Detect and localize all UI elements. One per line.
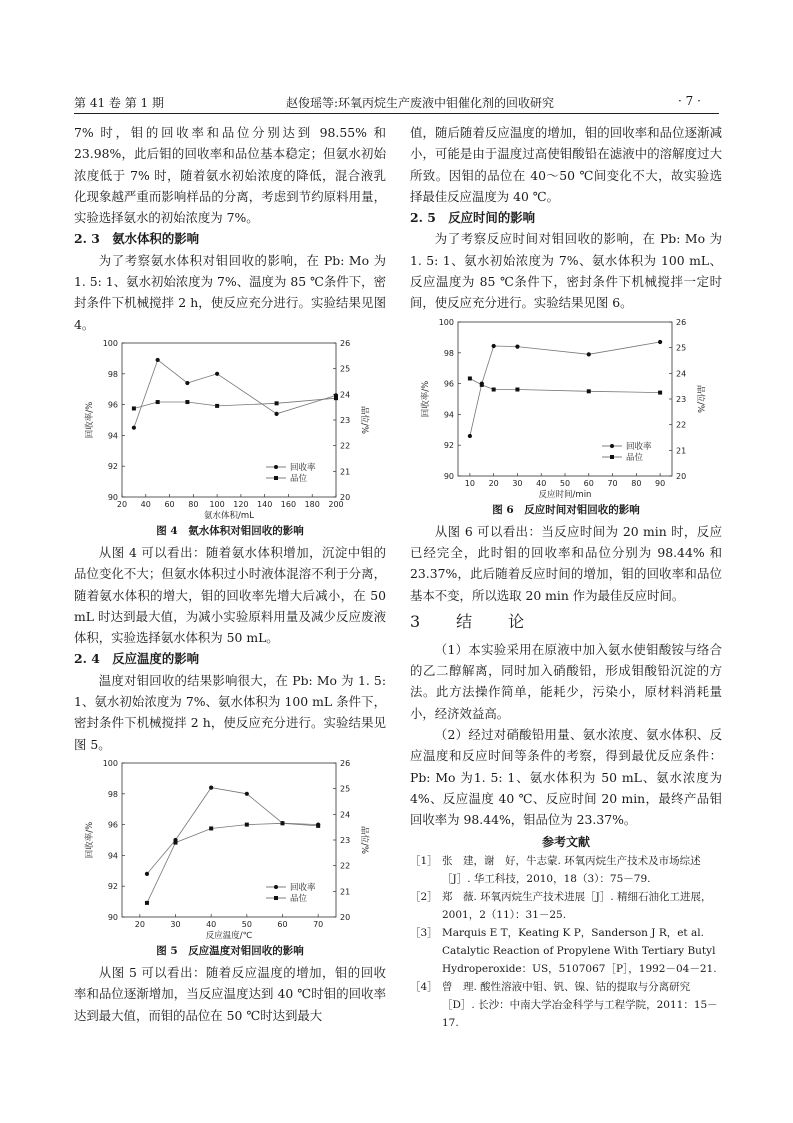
data-point-recovery xyxy=(274,412,278,416)
conclusion-2: （2）经过对硝酸铅用量、氨水浓度、氨水体积、反应温度和反应时间等条件的考察，得到最优反应条件：Pb: Mo 为1. 5: 1、氨水体积为 50 mL、氨水浓度为 4%、反应温度 40 ℃、反应时间 20 min，最终产品钼回收率为 98.44%，钼品位为 23.37%。 xyxy=(410,727,722,828)
data-point-recovery xyxy=(515,344,519,348)
y-tick-label: 96 xyxy=(443,379,454,389)
y-tick-label: 90 xyxy=(107,492,118,502)
reference-number: ［4］ xyxy=(410,980,438,993)
data-point-grade xyxy=(215,404,219,408)
y2-tick-label: 25 xyxy=(340,784,351,794)
data-point-recovery xyxy=(658,340,662,344)
data-point-grade xyxy=(468,376,472,380)
y2-tick-label: 23 xyxy=(340,415,351,425)
x-tick-label: 30 xyxy=(512,478,523,488)
data-point-grade xyxy=(132,406,136,410)
y-tick-label: 92 xyxy=(107,882,118,892)
y-tick-label: 90 xyxy=(443,471,454,481)
x-tick-label: 50 xyxy=(559,478,571,488)
x-tick-label: 80 xyxy=(631,478,642,488)
x-tick-label: 100 xyxy=(209,499,225,509)
reference-text: 张 建，谢 好，牛志蒙. 环氧丙烷生产技术及市场综述［J］. 华工科技，2010，18（3）：75－79. xyxy=(442,854,701,885)
reference-text: Marquis E T，Keating K P，Sanderson J R，et al. Catalytic Reaction of Propylene With Tertiary Butyl Hydroperoxide：US，5107067［P］，1992－04－21. xyxy=(442,926,717,975)
y2-axis-label: 品位/% xyxy=(359,405,369,434)
x-tick-label: 10 xyxy=(464,478,475,488)
data-point-grade xyxy=(281,821,285,825)
section-heading-3: 3 结 论 xyxy=(410,611,535,631)
y-axis-label: 回收率/% xyxy=(85,401,95,439)
section-heading-2-5: 2. 5 反应时间的影响 xyxy=(410,210,535,226)
legend-label: 品位 xyxy=(290,473,308,484)
data-point-grade xyxy=(658,390,662,394)
y2-axis-label: 品位/% xyxy=(359,825,369,854)
y2-tick-label: 24 xyxy=(340,810,351,820)
y2-tick-label: 24 xyxy=(340,390,351,400)
x-axis-label: 反应时间/min xyxy=(538,489,592,500)
references-heading: 参考文献 xyxy=(541,834,590,849)
legend-label: 品位 xyxy=(290,893,308,904)
y2-tick-label: 22 xyxy=(340,441,351,451)
x-tick-label: 40 xyxy=(206,919,217,929)
reference-text: 曾 理. 酸性溶液中钼、钒、镍、钴的提取与分离研究［D］. 长沙：中南大学冶金科学与工程学院，2011：15－17. xyxy=(442,980,718,1029)
paragraph: 从图 5 可以看出：随着反应温度的增加，钼的回收率和品位逐渐增加，当反应温度达到 40 ℃时钼的回收率达到最大值，而钼的品位在 50 ℃时达到最大 xyxy=(74,964,386,1023)
legend-marker xyxy=(610,455,614,459)
data-point-grade xyxy=(174,841,178,845)
data-point-grade xyxy=(480,383,484,387)
x-tick-label: 20 xyxy=(116,499,128,509)
x-tick-label: 140 xyxy=(257,499,273,509)
y-axis-label: 回收率/% xyxy=(421,380,431,417)
y2-tick-label: 22 xyxy=(676,420,687,430)
header-rule xyxy=(74,113,719,114)
series-line-2 xyxy=(134,398,336,408)
paragraph: 温度对钼回收的结果影响很大，在 Pb: Mo 为 1. 5: 1、氨水初始浓度为 7%、氨水体积为 100 mL 条件下，密封条件下机械搅拌 2 h，使反应充分进行。实验结果见图 5。 xyxy=(74,672,386,752)
paragraph: 7% 时，钼的回收率和品位分别达到 98.55% 和 23.98%，此后钼的回收率和品位基本稳定；但氨水初始浓度低于 7% 时，随着氨水初始浓度的降低，混合液乳化现象越严重而影响样品的分离，考虑到节约原料用量，实验选择氨水的初始浓度为 7%。 xyxy=(74,125,386,226)
series-line-1 xyxy=(470,342,660,436)
data-point-grade xyxy=(245,823,249,827)
data-point-grade xyxy=(145,901,149,905)
paragraph: 值，随后随着反应温度的增加，钼的回收率和品位逐渐减小，可能是由于温度过高使钼酸铅在滤液中的溶解度过大所致。因钼的品位在 40～50 ℃间变化不大，故实验选择最佳反应温度为 40 ℃。 xyxy=(410,125,722,204)
data-point-recovery xyxy=(185,381,189,385)
figure-5-caption: 图 5 反应温度对钼回收的影响 xyxy=(156,944,304,957)
reference-item xyxy=(410,888,722,924)
x-tick-label: 120 xyxy=(233,499,249,509)
data-point-grade xyxy=(185,400,189,404)
legend-marker xyxy=(274,896,278,900)
data-point-recovery xyxy=(468,434,472,438)
data-point-recovery xyxy=(209,785,213,789)
x-tick-label: 40 xyxy=(140,499,151,509)
data-point-grade xyxy=(334,396,338,400)
legend-label: 回收率 xyxy=(626,441,652,452)
y2-tick-label: 25 xyxy=(676,343,687,353)
y-tick-label: 96 xyxy=(107,820,118,830)
y2-tick-label: 26 xyxy=(340,758,351,768)
y2-tick-label: 22 xyxy=(340,861,351,871)
y2-tick-label: 20 xyxy=(340,492,351,502)
paragraph: 从图 6 可以看出：当反应时间为 20 min 时，反应已经完全，此时钼的回收率和品位分别为 98.44% 和 23.37%，此后随着反应时间的增加，钼的回收率和品位基本不变，所以选取 20 min 作为最佳反应时间。 xyxy=(410,523,722,603)
reference-list xyxy=(410,852,722,1032)
data-point-recovery xyxy=(587,352,591,356)
y2-tick-label: 23 xyxy=(676,394,687,404)
data-point-grade xyxy=(492,387,496,391)
data-point-recovery xyxy=(145,872,149,876)
x-tick-label: 70 xyxy=(607,478,618,488)
figure-6-caption: 图 6 反应时间对钼回收的影响 xyxy=(492,503,640,516)
conclusion-1: （1）本实验采用在原液中加入氨水使钼酸铵与络合的乙二醇解离，同时加入硝酸铅，形成钼酸铅沉淀的方法。此方法操作简单，能耗少，污染小，原材料消耗量小，经济效益高。 xyxy=(410,641,722,721)
y-tick-label: 92 xyxy=(107,462,118,472)
legend-label: 回收率 xyxy=(290,462,316,473)
figure-6-chart xyxy=(410,314,722,500)
x-tick-label: 160 xyxy=(280,499,297,509)
journal-issue: 第 41 卷 第 1 期 xyxy=(74,96,164,110)
legend-label: 品位 xyxy=(626,452,644,463)
series-line-2 xyxy=(470,378,660,392)
data-point-recovery xyxy=(132,426,136,430)
y-axis-label: 回收率/% xyxy=(85,821,95,859)
y-tick-label: 100 xyxy=(102,338,118,348)
x-tick-label: 200 xyxy=(328,499,344,509)
data-point-recovery xyxy=(215,372,219,376)
data-point-grade xyxy=(275,401,279,405)
right-column xyxy=(410,122,722,1032)
legend-marker xyxy=(274,465,278,469)
y2-tick-label: 21 xyxy=(340,467,351,477)
x-tick-label: 30 xyxy=(170,919,181,929)
y-tick-label: 90 xyxy=(107,912,118,922)
reference-item xyxy=(410,852,722,888)
left-column xyxy=(74,122,386,1026)
x-tick-label: 60 xyxy=(583,478,594,488)
y-tick-label: 100 xyxy=(438,317,454,327)
y2-tick-label: 21 xyxy=(676,446,687,456)
legend-marker xyxy=(274,885,278,889)
reference-item xyxy=(410,978,722,1032)
paragraph: 为了考察氨水体积对钼回收的影响，在 Pb: Mo 为1. 5: 1、氨水初始浓度为 7%、温度为 85 ℃条件下，密封条件下机械搅拌 2 h，使反应充分进行。实验结果见图 4。 xyxy=(74,252,386,332)
y-tick-label: 100 xyxy=(102,758,118,768)
x-axis-label: 反应温度/℃ xyxy=(205,930,253,941)
reference-number: ［2］ xyxy=(410,890,438,903)
x-tick-label: 70 xyxy=(313,919,324,929)
y-tick-label: 92 xyxy=(443,440,454,450)
page-number: · 7 · xyxy=(678,94,701,108)
legend-label: 回收率 xyxy=(290,882,316,893)
section-heading-2-4: 2. 4 反应温度的影响 xyxy=(74,651,199,667)
section-heading-2-3: 2. 3 氨水体积的影响 xyxy=(74,231,199,247)
data-point-grade xyxy=(515,387,519,391)
y-tick-label: 94 xyxy=(107,851,118,861)
x-tick-label: 40 xyxy=(536,478,547,488)
figure-5-chart xyxy=(74,755,386,941)
figure-4-caption: 图 4 氨水体积对钼回收的影响 xyxy=(156,524,304,537)
x-axis-label: 氨水体积/mL xyxy=(204,510,254,521)
reference-text: 郑 薇. 环氧丙烷生产技术进展［J］. 精细石油化工进展，2001，2（11）：31－25. xyxy=(442,890,712,921)
y2-tick-label: 20 xyxy=(340,912,351,922)
y2-tick-label: 23 xyxy=(340,835,351,845)
y2-tick-label: 21 xyxy=(340,887,351,897)
series-line-1 xyxy=(147,788,318,874)
x-tick-label: 80 xyxy=(188,499,199,509)
y2-tick-label: 24 xyxy=(676,369,687,379)
x-tick-label: 20 xyxy=(134,919,145,929)
y2-tick-label: 26 xyxy=(676,317,687,327)
y-tick-label: 96 xyxy=(107,400,118,410)
series-line-1 xyxy=(134,360,336,428)
y-tick-label: 94 xyxy=(443,410,454,420)
x-tick-label: 50 xyxy=(241,919,252,929)
y2-tick-label: 25 xyxy=(340,364,351,374)
y2-tick-label: 26 xyxy=(340,338,351,348)
y-tick-label: 98 xyxy=(107,369,118,379)
running-title: 赵俊瑶等:环氧丙烷生产废液中钼催化剂的回收研究 xyxy=(286,96,555,110)
data-point-grade xyxy=(209,826,213,830)
data-point-recovery xyxy=(245,792,249,796)
data-point-grade xyxy=(587,389,591,393)
y-tick-label: 98 xyxy=(443,348,454,358)
reference-number: ［3］ xyxy=(410,926,438,939)
legend-marker xyxy=(274,476,278,480)
paragraph: 为了考察反应时间对钼回收的影响，在 Pb: Mo 为1. 5: 1、氨水初始浓度为 7%、氨水体积为 100 mL、反应温度为 85 ℃条件下，密封条件下机械搅拌一定时间，使反应充分进行。实验结果见图 6。 xyxy=(410,231,722,311)
y2-axis-label: 品位/% xyxy=(695,384,705,413)
x-tick-label: 90 xyxy=(655,478,666,488)
data-point-grade xyxy=(316,824,320,828)
x-tick-label: 180 xyxy=(304,499,320,509)
x-tick-label: 60 xyxy=(164,499,175,509)
data-point-recovery xyxy=(156,358,160,362)
figure-4-chart xyxy=(74,335,386,521)
y-tick-label: 94 xyxy=(107,431,118,441)
y-tick-label: 98 xyxy=(107,789,118,799)
x-tick-label: 20 xyxy=(488,478,499,488)
y2-tick-label: 20 xyxy=(676,471,687,481)
reference-number: ［1］ xyxy=(410,854,438,867)
data-point-recovery xyxy=(492,344,496,348)
paragraph: 从图 4 可以看出：随着氨水体积增加，沉淀中钼的品位变化不大；但氨水体积过小时液体混溶不利于分离，随着氨水体积的增大，钼的回收率先增大后减小，在 50 mL 时达到最大值，为减小实验原料用量及减少反应废液体积，实验选择氨水体积为 50 mL。 xyxy=(74,544,386,646)
data-point-grade xyxy=(156,400,160,404)
reference-item xyxy=(410,924,722,978)
legend-marker xyxy=(610,444,614,448)
x-tick-label: 60 xyxy=(277,919,288,929)
